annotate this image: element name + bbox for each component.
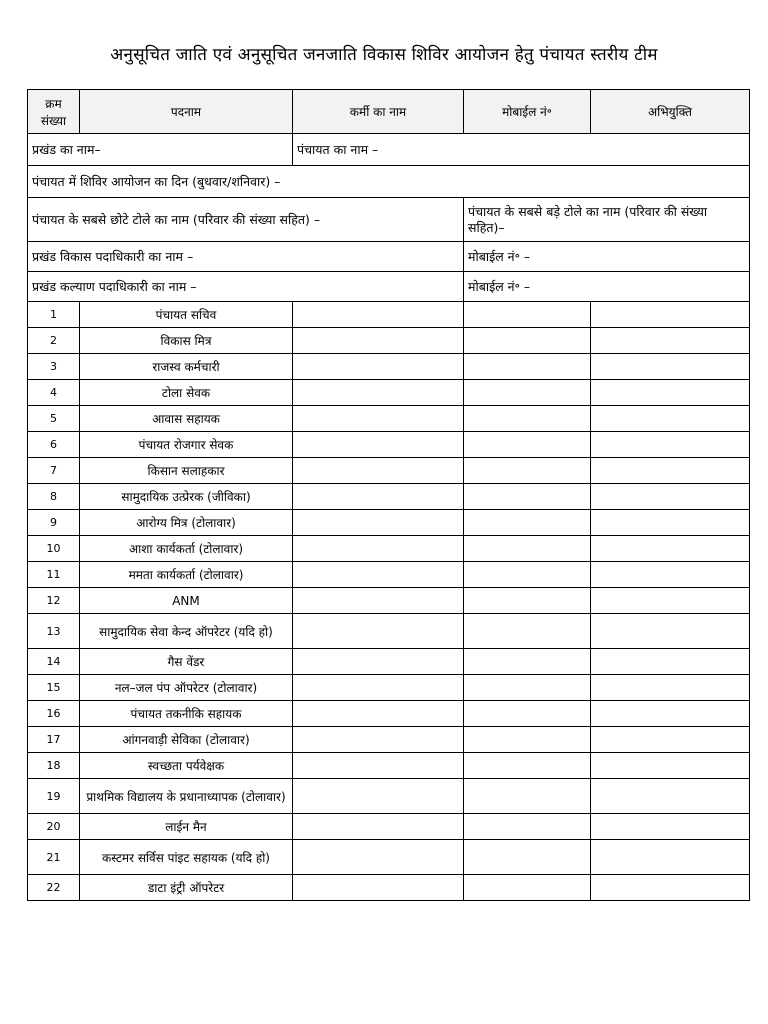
serial-number-cell: 18 bbox=[28, 753, 80, 779]
remarks-cell[interactable] bbox=[591, 302, 750, 328]
table-row bbox=[28, 675, 750, 701]
staff-name-cell[interactable] bbox=[293, 588, 464, 614]
mobile-number-cell[interactable] bbox=[464, 753, 591, 779]
remarks-cell[interactable] bbox=[591, 536, 750, 562]
serial-number-cell: 20 bbox=[28, 814, 80, 840]
staff-name-cell[interactable] bbox=[293, 701, 464, 727]
column-header-serial: क्रम संख्या bbox=[28, 90, 80, 134]
serial-number-cell: 8 bbox=[28, 484, 80, 510]
staff-name-cell[interactable] bbox=[293, 302, 464, 328]
remarks-cell[interactable] bbox=[591, 814, 750, 840]
table-row bbox=[28, 562, 750, 588]
designation-cell: लाईन मैन bbox=[80, 814, 293, 840]
designation-cell: ANM bbox=[80, 588, 293, 614]
table-row bbox=[28, 484, 750, 510]
designation-cell: ममता कार्यकर्ता (टोलावार) bbox=[80, 562, 293, 588]
form-sheet bbox=[27, 89, 749, 901]
bwo-mobile-field[interactable]: मोबाईल नं॰ – bbox=[464, 272, 750, 302]
table-row bbox=[28, 432, 750, 458]
remarks-cell[interactable] bbox=[591, 354, 750, 380]
serial-number-cell: 3 bbox=[28, 354, 80, 380]
table-row bbox=[28, 840, 750, 875]
designation-cell: प्राथमिक विद्यालय के प्रधानाध्यापक (टोलावार) bbox=[80, 779, 293, 814]
table-row bbox=[28, 814, 750, 840]
staff-name-cell[interactable] bbox=[293, 458, 464, 484]
mobile-number-cell[interactable] bbox=[464, 675, 591, 701]
remarks-cell[interactable] bbox=[591, 328, 750, 354]
bwo-name-field[interactable]: प्रखंड कल्याण पदाधिकारी का नाम – bbox=[28, 272, 464, 302]
staff-name-cell[interactable] bbox=[293, 484, 464, 510]
remarks-cell[interactable] bbox=[591, 649, 750, 675]
table-row bbox=[28, 779, 750, 814]
remarks-cell[interactable] bbox=[591, 701, 750, 727]
mobile-number-cell[interactable] bbox=[464, 354, 591, 380]
serial-number-cell: 11 bbox=[28, 562, 80, 588]
mobile-number-cell[interactable] bbox=[464, 727, 591, 753]
mobile-number-cell[interactable] bbox=[464, 328, 591, 354]
column-header-staff-name: कर्मी का नाम bbox=[293, 90, 464, 134]
serial-number-cell: 2 bbox=[28, 328, 80, 354]
mobile-number-cell[interactable] bbox=[464, 536, 591, 562]
serial-number-cell: 17 bbox=[28, 727, 80, 753]
mobile-number-cell[interactable] bbox=[464, 588, 591, 614]
table-row bbox=[28, 614, 750, 649]
staff-name-cell[interactable] bbox=[293, 814, 464, 840]
designation-cell: पंचायत सचिव bbox=[80, 302, 293, 328]
remarks-cell[interactable] bbox=[591, 432, 750, 458]
staff-name-cell[interactable] bbox=[293, 840, 464, 875]
largest-tola-field[interactable]: पंचायत के सबसे बड़े टोले का नाम (परिवार की संख्या सहित)– bbox=[464, 198, 750, 242]
designation-cell: टोला सेवक bbox=[80, 380, 293, 406]
designation-cell: नल–जल पंप ऑपरेटर (टोलावार) bbox=[80, 675, 293, 701]
staff-name-cell[interactable] bbox=[293, 354, 464, 380]
staff-name-cell[interactable] bbox=[293, 753, 464, 779]
page-title: अनुसूचित जाति एवं अनुसूचित जनजाति विकास शिविर आयोजन हेतु पंचायत स्तरीय टीम bbox=[110, 45, 658, 65]
staff-name-cell[interactable] bbox=[293, 510, 464, 536]
mobile-number-cell[interactable] bbox=[464, 458, 591, 484]
designation-cell: कस्टमर सर्विस पांइट सहायक (यदि हो) bbox=[80, 840, 293, 875]
serial-number-cell: 19 bbox=[28, 779, 80, 814]
serial-number-cell: 15 bbox=[28, 675, 80, 701]
mobile-number-cell[interactable] bbox=[464, 380, 591, 406]
block-name-field[interactable]: प्रखंड का नाम– bbox=[28, 134, 293, 166]
table-row bbox=[28, 458, 750, 484]
mobile-number-cell[interactable] bbox=[464, 432, 591, 458]
remarks-cell[interactable] bbox=[591, 753, 750, 779]
table-row bbox=[28, 727, 750, 753]
designation-cell: सामुदायिक सेवा केन्द ऑपरेटर (यदि हो) bbox=[80, 614, 293, 649]
smallest-tola-field[interactable]: पंचायत के सबसे छोटे टोले का नाम (परिवार की संख्या सहित) – bbox=[28, 198, 464, 242]
serial-number-cell: 9 bbox=[28, 510, 80, 536]
table-row bbox=[28, 588, 750, 614]
serial-number-cell: 5 bbox=[28, 406, 80, 432]
remarks-cell[interactable] bbox=[591, 840, 750, 875]
serial-number-cell: 10 bbox=[28, 536, 80, 562]
serial-number-cell: 14 bbox=[28, 649, 80, 675]
column-header-mobile: मोबाईल नं॰ bbox=[464, 90, 591, 134]
table-row bbox=[28, 328, 750, 354]
serial-number-cell: 21 bbox=[28, 840, 80, 875]
remarks-cell[interactable] bbox=[591, 588, 750, 614]
staff-name-cell[interactable] bbox=[293, 727, 464, 753]
staff-name-cell[interactable] bbox=[293, 779, 464, 814]
staff-name-cell[interactable] bbox=[293, 328, 464, 354]
table-row bbox=[28, 380, 750, 406]
table-row bbox=[28, 406, 750, 432]
serial-number-cell: 4 bbox=[28, 380, 80, 406]
serial-number-cell: 12 bbox=[28, 588, 80, 614]
table-row bbox=[28, 753, 750, 779]
serial-number-cell: 22 bbox=[28, 875, 80, 901]
designation-cell: स्वच्छता पर्यवेक्षक bbox=[80, 753, 293, 779]
remarks-cell[interactable] bbox=[591, 484, 750, 510]
staff-name-cell[interactable] bbox=[293, 562, 464, 588]
mobile-number-cell[interactable] bbox=[464, 701, 591, 727]
remarks-cell[interactable] bbox=[591, 727, 750, 753]
designation-cell: डाटा इंट्री ऑपरेटर bbox=[80, 875, 293, 901]
designation-cell: सामुदायिक उत्प्रेरक (जीविका) bbox=[80, 484, 293, 510]
remarks-cell[interactable] bbox=[591, 458, 750, 484]
mobile-number-cell[interactable] bbox=[464, 406, 591, 432]
camp-day-field[interactable]: पंचायत में शिविर आयोजन का दिन (बुधवार/शनिवार) – bbox=[28, 166, 750, 198]
staff-name-cell[interactable] bbox=[293, 406, 464, 432]
remarks-cell[interactable] bbox=[591, 406, 750, 432]
remarks-cell[interactable] bbox=[591, 380, 750, 406]
designation-cell: पंचायत रोजगार सेवक bbox=[80, 432, 293, 458]
remarks-cell[interactable] bbox=[591, 875, 750, 901]
staff-name-cell[interactable] bbox=[293, 675, 464, 701]
staff-name-cell[interactable] bbox=[293, 614, 464, 649]
remarks-cell[interactable] bbox=[591, 510, 750, 536]
designation-cell: राजस्व कर्मचारी bbox=[80, 354, 293, 380]
designation-cell: किसान सलाहकार bbox=[80, 458, 293, 484]
designation-cell: पंचायत तकनीकि सहायक bbox=[80, 701, 293, 727]
mobile-number-cell[interactable] bbox=[464, 302, 591, 328]
panchayat-team-table bbox=[27, 89, 750, 901]
designation-cell: गैस वेंडर bbox=[80, 649, 293, 675]
mobile-number-cell[interactable] bbox=[464, 510, 591, 536]
remarks-cell[interactable] bbox=[591, 614, 750, 649]
staff-name-cell[interactable] bbox=[293, 649, 464, 675]
serial-number-cell: 13 bbox=[28, 614, 80, 649]
table-row bbox=[28, 510, 750, 536]
table-row bbox=[28, 354, 750, 380]
serial-number-cell: 6 bbox=[28, 432, 80, 458]
mobile-number-cell[interactable] bbox=[464, 614, 591, 649]
column-header-remarks: अभियुक्ति bbox=[591, 90, 750, 134]
table-row bbox=[28, 875, 750, 901]
serial-number-cell: 1 bbox=[28, 302, 80, 328]
bdo-mobile-field[interactable]: मोबाईल नं॰ – bbox=[464, 242, 750, 272]
serial-number-cell: 16 bbox=[28, 701, 80, 727]
mobile-number-cell[interactable] bbox=[464, 779, 591, 814]
designation-cell: आवास सहायक bbox=[80, 406, 293, 432]
mobile-number-cell[interactable] bbox=[464, 814, 591, 840]
mobile-number-cell[interactable] bbox=[464, 484, 591, 510]
staff-name-cell[interactable] bbox=[293, 380, 464, 406]
bdo-name-field[interactable]: प्रखंड विकास पदाधिकारी का नाम – bbox=[28, 242, 464, 272]
designation-cell: आंगनवाड़ी सेविका (टोलावार) bbox=[80, 727, 293, 753]
remarks-cell[interactable] bbox=[591, 675, 750, 701]
designation-cell: विकास मित्र bbox=[80, 328, 293, 354]
table-row bbox=[28, 536, 750, 562]
mobile-number-cell[interactable] bbox=[464, 840, 591, 875]
table-row bbox=[28, 302, 750, 328]
mobile-number-cell[interactable] bbox=[464, 649, 591, 675]
serial-number-cell: 7 bbox=[28, 458, 80, 484]
staff-name-cell[interactable] bbox=[293, 536, 464, 562]
designation-cell: आशा कार्यकर्ता (टोलावार) bbox=[80, 536, 293, 562]
table-row bbox=[28, 701, 750, 727]
mobile-number-cell[interactable] bbox=[464, 875, 591, 901]
designation-cell: आरोग्य मित्र (टोलावार) bbox=[80, 510, 293, 536]
panchayat-name-field[interactable]: पंचायत का नाम – bbox=[293, 134, 750, 166]
staff-name-cell[interactable] bbox=[293, 875, 464, 901]
mobile-number-cell[interactable] bbox=[464, 562, 591, 588]
remarks-cell[interactable] bbox=[591, 779, 750, 814]
remarks-cell[interactable] bbox=[591, 562, 750, 588]
staff-name-cell[interactable] bbox=[293, 432, 464, 458]
table-row bbox=[28, 649, 750, 675]
team-rows bbox=[28, 302, 750, 901]
column-header-designation: पदनाम bbox=[80, 90, 293, 134]
